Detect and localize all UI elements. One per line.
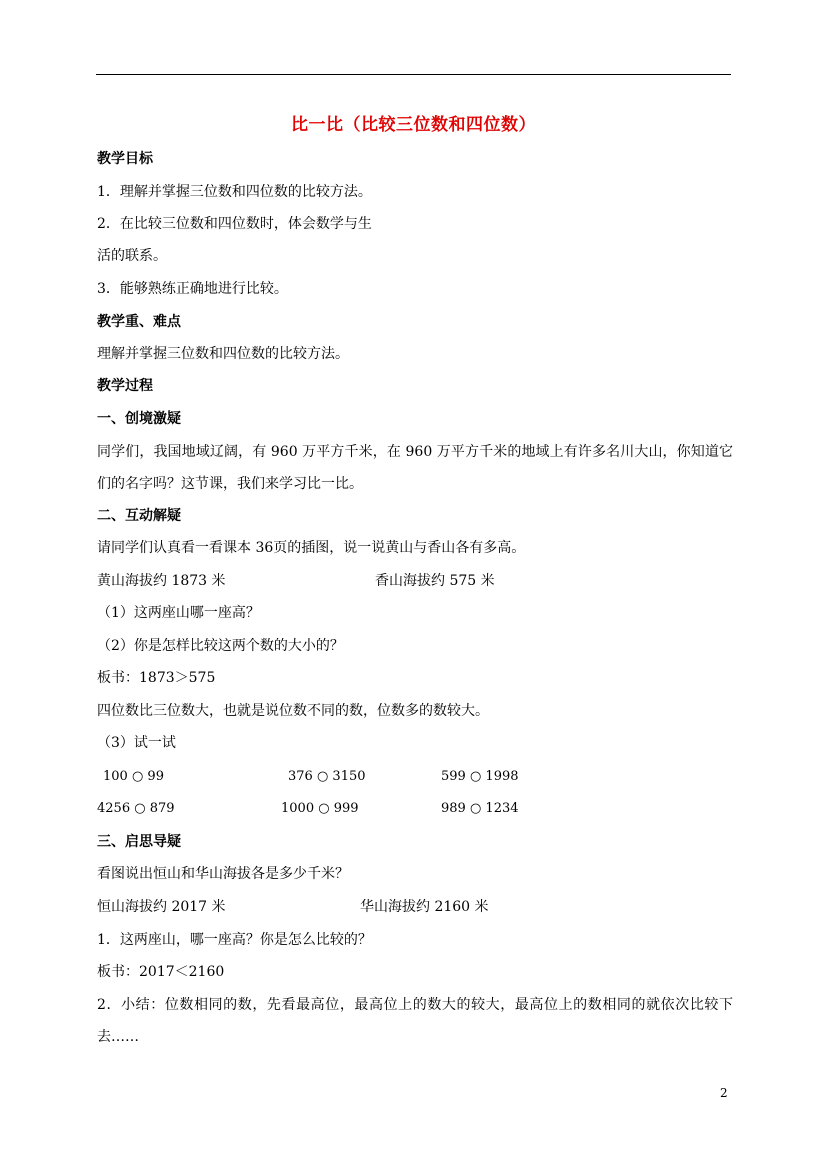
- section-3-heading: 三、启思导疑: [97, 834, 181, 850]
- heading-process: 教学过程: [97, 378, 153, 394]
- section-1-heading: 一、创境激疑: [97, 411, 181, 427]
- question-2: （2）你是怎样比较这两个数的大小的？: [97, 638, 344, 654]
- question-1: （1）这两座山哪一座高？: [97, 605, 260, 621]
- exercise-item: 100 ○ 99: [103, 769, 164, 784]
- exercise-item: 4256 ○ 879: [97, 801, 175, 816]
- heading-goals: 教学目标: [97, 151, 153, 167]
- section-3-question-1: 1．这两座山，哪一座高？你是怎么比较的？: [97, 932, 372, 948]
- page-number: 2: [720, 1086, 728, 1100]
- intro-paragraph: 同学们，我国地域辽阔，有 960 万平方千米，在 960 万平方千米的地域上有许多名川大山，你知道它们的名字吗？这节课，我们来学习比一比。: [97, 444, 733, 492]
- goal-2-line-2: 活的联系。: [97, 248, 167, 264]
- xiangshan-height: 香山海拔约 575 米: [375, 573, 495, 589]
- huashan-height: 华山海拔约 2160 米: [360, 899, 489, 915]
- key-points-text: 理解并掌握三位数和四位数的比较方法。: [97, 346, 349, 362]
- header-rule: [96, 74, 731, 75]
- heading-key-points: 教学重、难点: [97, 314, 181, 330]
- section-2-prompt: 请同学们认真看一看课本 36页的插图，说一说黄山与香山各有多高。: [97, 540, 526, 556]
- exercise-item: 1000 ○ 999: [281, 801, 359, 816]
- exercise-item: 376 ○ 3150: [288, 769, 366, 784]
- section-3-prompt: 看图说出恒山和华山海拔各是多少千米？: [97, 866, 349, 882]
- goal-1: 1．理解并掌握三位数和四位数的比较方法。: [97, 184, 372, 200]
- board-note-1: 板书：1873＞575: [97, 670, 216, 686]
- huangshan-height: 黄山海拔约 1873 米: [97, 573, 226, 589]
- section-2-heading: 二、互动解疑: [97, 508, 181, 524]
- summary-paragraph: 2．小结：位数相同的数，先看最高位，最高位上的数大的较大，最高位上的数相同的就依次比较下去……: [97, 997, 733, 1045]
- question-3: （3）试一试: [97, 735, 176, 751]
- goal-3: 3．能够熟练正确地进行比较。: [97, 281, 288, 297]
- hengshan-height: 恒山海拔约 2017 米: [97, 899, 226, 915]
- page-title: 比一比（比较三位数和四位数）: [291, 115, 536, 135]
- goal-2-line-1: 2．在比较三位数和四位数时，体会数学与生: [97, 216, 372, 232]
- board-note-2: 板书：2017＜2160: [97, 964, 225, 980]
- exercise-item: 989 ○ 1234: [441, 801, 519, 816]
- exercise-item: 599 ○ 1998: [441, 769, 519, 784]
- rule-text-1: 四位数比三位数大，也就是说位数不同的数，位数多的数较大。: [97, 703, 489, 719]
